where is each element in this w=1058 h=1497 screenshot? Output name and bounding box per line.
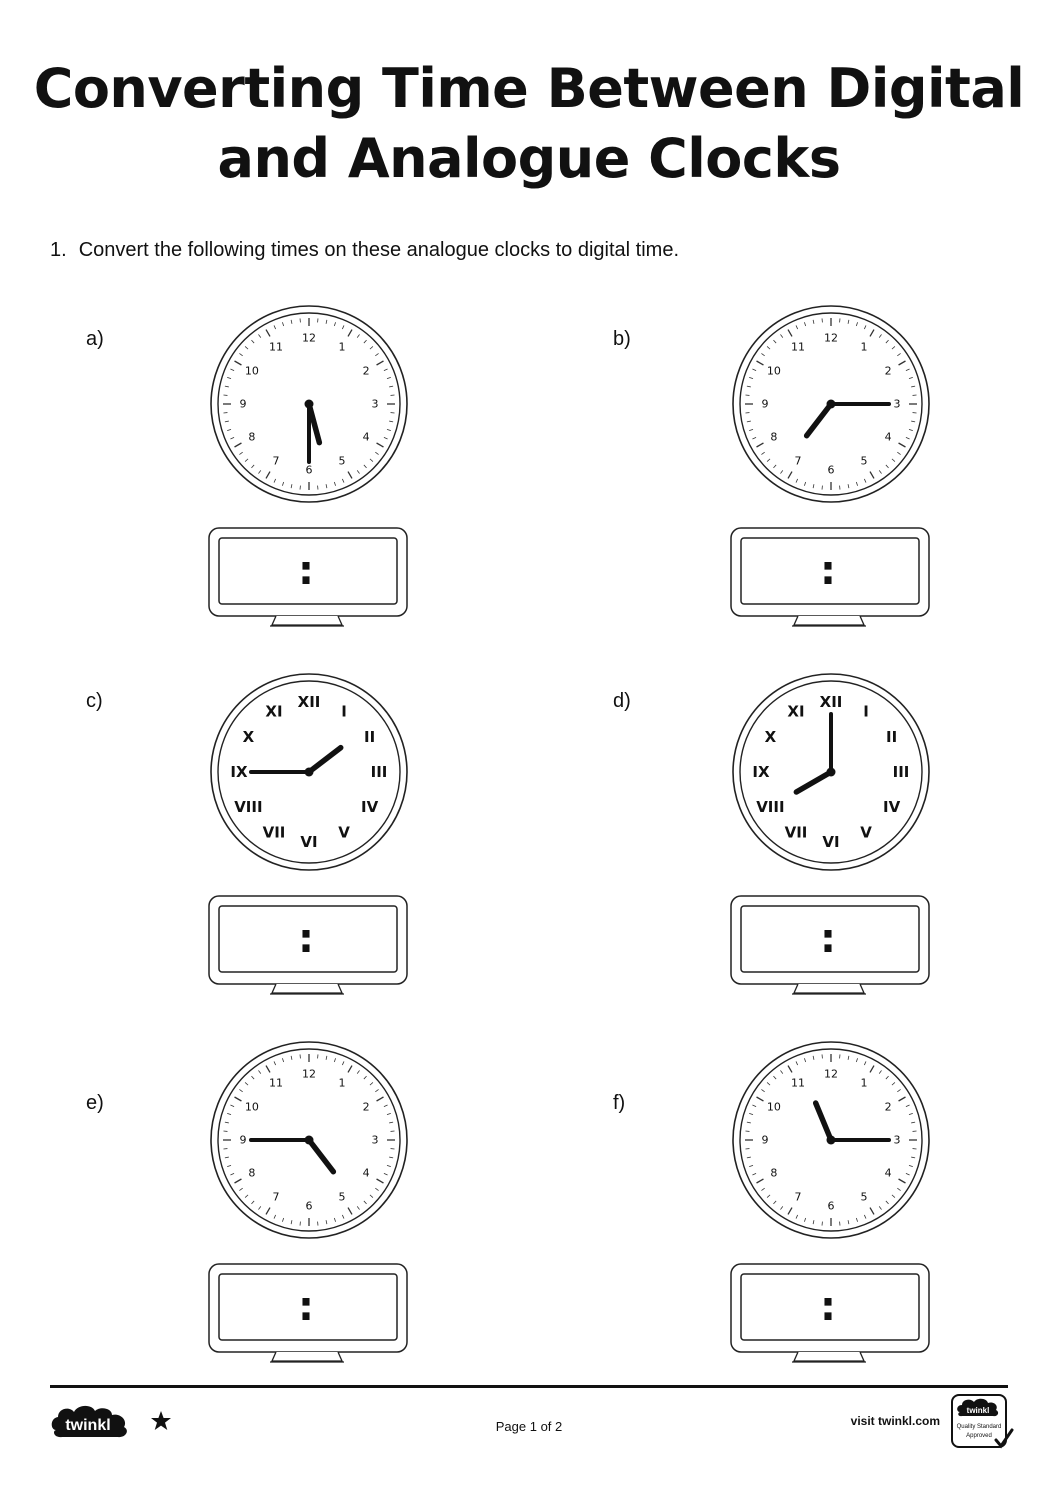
display-colon: : xyxy=(298,548,314,594)
clock-numeral: 12 xyxy=(824,1067,838,1081)
digital-display xyxy=(730,1263,930,1367)
display-colon: : xyxy=(820,916,836,962)
clock-centre xyxy=(827,1136,836,1145)
display-stand xyxy=(272,984,342,993)
clock-numeral: VIII xyxy=(756,798,785,816)
question-number: 1. xyxy=(50,239,67,261)
clock-numeral: 4 xyxy=(362,430,370,444)
clock-centre xyxy=(827,400,836,409)
clock-numeral: 3 xyxy=(893,1133,901,1147)
clock-numeral: 5 xyxy=(860,454,868,468)
clock-numeral: V xyxy=(860,823,872,842)
digital-answer-box-e[interactable] xyxy=(208,1263,408,1367)
clock-numeral: 2 xyxy=(884,364,892,378)
page-number: Page 1 of 2 xyxy=(495,1419,563,1434)
clock-numeral: 5 xyxy=(338,1190,346,1204)
clock-face xyxy=(209,1040,409,1240)
clock-numeral: 1 xyxy=(860,1076,868,1090)
clock-numeral: XII xyxy=(297,693,321,711)
clock-numeral: 2 xyxy=(362,364,370,378)
clock-numeral: 9 xyxy=(761,397,769,411)
logo-text: twinkl xyxy=(65,1417,111,1434)
clock-numeral: 6 xyxy=(827,463,835,477)
analogue-clock-a xyxy=(209,304,409,504)
analogue-clock-c xyxy=(209,672,409,872)
analogue-clock-d xyxy=(731,672,931,872)
visit-link[interactable]: visit twinkl.com xyxy=(850,1414,940,1428)
digital-answer-box-b[interactable] xyxy=(730,527,930,631)
clock-numeral: VII xyxy=(784,823,808,842)
analogue-clock-f xyxy=(731,1040,931,1240)
digital-answer-box-f[interactable] xyxy=(730,1263,930,1367)
clock-numeral: 7 xyxy=(794,454,802,468)
clock-numeral: 10 xyxy=(244,364,259,378)
clock-numeral: 3 xyxy=(893,397,901,411)
clock-numeral: 5 xyxy=(860,1190,868,1204)
display-stand xyxy=(794,1352,864,1361)
digital-display xyxy=(730,527,930,631)
clock-numeral: 9 xyxy=(239,397,247,411)
digital-display xyxy=(208,895,408,999)
clock-numeral: 11 xyxy=(269,1076,283,1090)
clock-numeral: I xyxy=(863,702,869,721)
clock-numeral: VII xyxy=(262,823,286,842)
clock-numeral: II xyxy=(364,728,376,746)
clock-numeral: 9 xyxy=(761,1133,769,1147)
clock-numeral: 1 xyxy=(338,1076,346,1090)
clock-face xyxy=(731,1040,931,1240)
item-label-d: d) xyxy=(613,690,631,712)
title-line-1: Converting Time Between Digital xyxy=(33,57,1025,120)
display-colon: : xyxy=(820,1284,836,1330)
clock-numeral: VI xyxy=(300,833,318,851)
clock-numeral: 4 xyxy=(362,1166,370,1180)
clock-numeral: 6 xyxy=(827,1199,835,1213)
clock-numeral: 7 xyxy=(272,1190,280,1204)
clock-numeral: IV xyxy=(883,798,901,816)
display-stand xyxy=(794,984,864,993)
clock-numeral: XI xyxy=(265,702,283,721)
clock-numeral: 7 xyxy=(272,454,280,468)
clock-numeral: 1 xyxy=(860,340,868,354)
item-label-e: e) xyxy=(86,1092,104,1114)
display-colon: : xyxy=(298,1284,314,1330)
clock-numeral: IX xyxy=(230,763,248,781)
clock-numeral: 8 xyxy=(770,1166,778,1180)
clock-face xyxy=(731,672,931,872)
clock-numeral: 3 xyxy=(371,397,379,411)
clock-centre xyxy=(827,768,836,777)
clock-numeral: 7 xyxy=(794,1190,802,1204)
clock-numeral: XI xyxy=(787,702,805,721)
clock-centre xyxy=(305,1136,314,1145)
analogue-clock-e xyxy=(209,1040,409,1240)
display-colon: : xyxy=(820,548,836,594)
badge-line-1: Quality Standard xyxy=(956,1424,1002,1430)
clock-numeral: V xyxy=(338,823,350,842)
item-label-c: c) xyxy=(86,690,103,712)
clock-centre xyxy=(305,768,314,777)
clock-numeral: IV xyxy=(361,798,379,816)
clock-numeral: 8 xyxy=(770,430,778,444)
clock-numeral: 1 xyxy=(338,340,346,354)
footer-divider xyxy=(50,1385,1008,1388)
clock-numeral: IX xyxy=(752,763,770,781)
question-1 xyxy=(50,236,679,264)
clock-numeral: 11 xyxy=(269,340,283,354)
item-label-a: a) xyxy=(86,328,104,350)
quality-standard-badge xyxy=(950,1394,1014,1450)
clock-numeral: 8 xyxy=(248,1166,256,1180)
item-label-b: b) xyxy=(613,328,631,350)
digital-display xyxy=(730,895,930,999)
clock-face xyxy=(731,304,931,504)
clock-numeral: 8 xyxy=(248,430,256,444)
clock-numeral: 5 xyxy=(338,454,346,468)
clock-numeral: 6 xyxy=(305,1199,313,1213)
clock-numeral: 4 xyxy=(884,430,892,444)
clock-numeral: I xyxy=(341,702,347,721)
clock-numeral: 10 xyxy=(244,1100,259,1114)
clock-numeral: X xyxy=(764,728,777,746)
digital-answer-box-a[interactable] xyxy=(208,527,408,631)
clock-numeral: 12 xyxy=(302,1067,316,1081)
clock-numeral: XII xyxy=(819,693,843,711)
badge-line-2: Approved xyxy=(966,1433,992,1439)
clock-numeral: 9 xyxy=(239,1133,247,1147)
digital-answer-box-d[interactable] xyxy=(730,895,930,999)
clock-numeral: 11 xyxy=(791,1076,805,1090)
title-line-2: and Analogue Clocks xyxy=(217,127,841,190)
clock-numeral: II xyxy=(886,728,898,746)
analogue-clock-b xyxy=(731,304,931,504)
question-text: Convert the following times on these analogue clocks to digital time. xyxy=(78,239,680,261)
badge-brand: twinkl xyxy=(966,1406,990,1415)
digital-display xyxy=(208,527,408,631)
clock-numeral: 6 xyxy=(305,463,313,477)
clock-face xyxy=(209,672,409,872)
display-colon: : xyxy=(298,916,314,962)
digital-display xyxy=(208,1263,408,1367)
clock-numeral: 4 xyxy=(884,1166,892,1180)
display-stand xyxy=(794,616,864,625)
clock-numeral: 2 xyxy=(884,1100,892,1114)
clock-face xyxy=(209,304,409,504)
clock-numeral: III xyxy=(892,763,910,781)
clock-numeral: 2 xyxy=(362,1100,370,1114)
clock-numeral: 12 xyxy=(824,331,838,345)
clock-numeral: III xyxy=(370,763,388,781)
clock-numeral: 11 xyxy=(791,340,805,354)
display-stand xyxy=(272,616,342,625)
display-stand xyxy=(272,1352,342,1361)
item-label-f: f) xyxy=(613,1092,626,1114)
clock-numeral: 10 xyxy=(766,1100,781,1114)
clock-numeral: VIII xyxy=(234,798,263,816)
clock-numeral: 10 xyxy=(766,364,781,378)
clock-numeral: 3 xyxy=(371,1133,379,1147)
page-title xyxy=(0,54,1058,194)
clock-numeral: 12 xyxy=(302,331,316,345)
clock-numeral: VI xyxy=(822,833,840,851)
clock-numeral: X xyxy=(242,728,255,746)
digital-answer-box-c[interactable] xyxy=(208,895,408,999)
clock-centre xyxy=(305,400,314,409)
